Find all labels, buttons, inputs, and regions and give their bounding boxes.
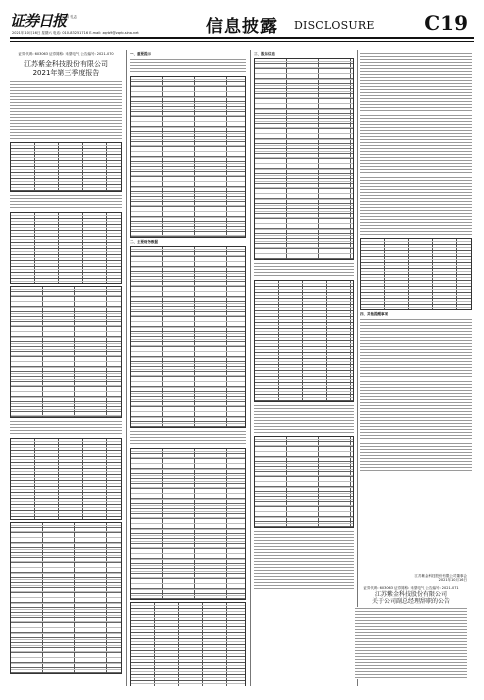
text-block	[10, 80, 122, 140]
data-table	[360, 238, 472, 310]
text-block	[360, 380, 472, 440]
newspaper-logo: 证券日报	[10, 12, 67, 30]
data-table	[10, 522, 122, 674]
text-block	[360, 176, 472, 236]
data-table	[130, 246, 246, 428]
data-table	[130, 76, 246, 238]
data-table	[10, 438, 122, 520]
notice-title: 关于公司副总经理辞职的公告	[371, 598, 450, 605]
text-block	[10, 194, 122, 210]
text-block	[360, 52, 472, 112]
signature-date: 2021年10月16日	[438, 578, 467, 582]
stock-code-line: 证券代码: 603063 证券简称: 禾望电气 公告编号: 2021-071	[363, 586, 459, 590]
announcement-notice	[355, 574, 467, 681]
masthead	[10, 10, 474, 48]
report-title: 2021年第三季度报告	[32, 69, 100, 77]
page-number: C19	[424, 11, 468, 35]
data-table	[254, 436, 354, 528]
section-heading: 三、股东信息	[254, 52, 275, 56]
notice-company-name: 江苏紫金科技股份有限公司	[374, 591, 447, 598]
report-header	[10, 52, 122, 77]
company-name: 江苏紫金科技股份有限公司	[24, 60, 108, 68]
text-block	[130, 430, 246, 446]
data-table	[254, 58, 354, 260]
section-heading: 二、主要财务数据	[130, 240, 158, 244]
section-heading: 一、重要提示	[130, 52, 151, 56]
data-table	[10, 286, 122, 418]
text-block	[355, 607, 467, 679]
header-rule	[10, 37, 474, 39]
column-1	[10, 50, 122, 686]
text-block	[130, 58, 246, 74]
text-block	[360, 442, 472, 472]
section-heading: 四、其他提醒事项	[360, 312, 388, 316]
column-divider	[126, 50, 127, 686]
data-table	[130, 448, 246, 600]
header-rule-thin	[10, 41, 474, 42]
column-divider	[250, 50, 251, 686]
column-2	[130, 50, 246, 686]
text-block	[254, 530, 354, 590]
text-block	[254, 262, 354, 278]
text-block	[360, 114, 472, 174]
column-3	[254, 50, 354, 686]
section-title-en: DISCLOSURE	[294, 19, 375, 32]
section-title: 信息披露	[206, 17, 278, 37]
text-block	[254, 404, 354, 434]
date-contact-line: 2021年10月16日 星期六 电话: 010-83251716 E-mail: zqrb9@zqrb.sina.net	[12, 31, 139, 35]
text-block	[360, 318, 472, 378]
board-signature: 江苏紫金科技股份有限公司董事会	[414, 574, 467, 578]
editor-credit: 编辑 孔志	[62, 15, 78, 19]
data-table	[130, 602, 246, 686]
data-table	[10, 212, 122, 284]
text-block	[10, 420, 122, 436]
column-4	[360, 50, 472, 568]
data-table	[254, 280, 354, 402]
stock-code-line: 证券代码: 603063 证券简称: 禾望电气 公告编号: 2021-070	[18, 52, 114, 56]
data-table	[10, 142, 122, 192]
